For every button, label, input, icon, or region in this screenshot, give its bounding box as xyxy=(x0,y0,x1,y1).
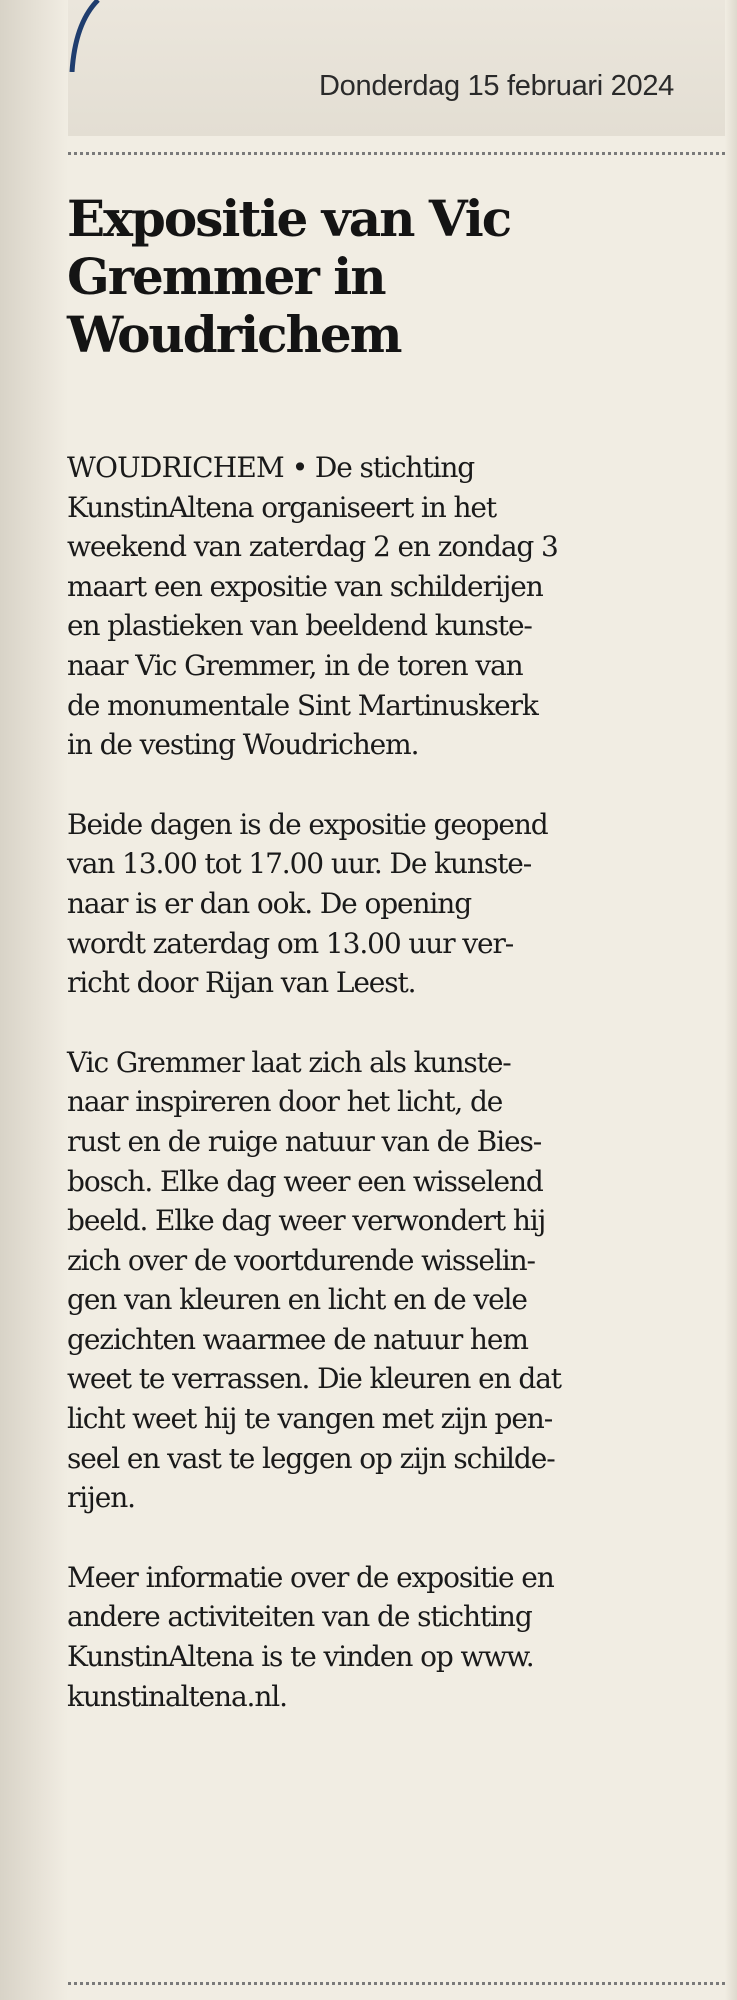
text-line: weet te verrassen. Die kleuren en dat xyxy=(67,1362,561,1396)
text-line: naar Vic Gremmer, in de toren van xyxy=(67,648,523,682)
text-line: naar is er dan ook. De opening xyxy=(67,886,472,920)
paragraph-opening-hours xyxy=(67,805,719,1003)
text-line: zich over de voortdurende wisselin- xyxy=(67,1243,535,1277)
text-line: Meer informatie over de expositie en xyxy=(67,1560,554,1594)
text-line: maart een expositie van schilderijen xyxy=(67,569,543,603)
text-line: andere activiteiten van de stichting xyxy=(67,1600,532,1634)
text-line: KunstinAltena is te vinden op www. xyxy=(67,1640,534,1674)
text-line: naar inspireren door het licht, de xyxy=(67,1085,503,1119)
header-band xyxy=(68,0,725,136)
text-line: weekend van zaterdag 2 en zondag 3 xyxy=(67,530,558,564)
paragraph-more-info xyxy=(67,1558,719,1716)
text-line: gezichten waarmee de natuur hem xyxy=(67,1322,528,1356)
text-line: in de vesting Woudrichem. xyxy=(67,728,419,762)
text-line: rust en de ruige natuur van de Bies- xyxy=(67,1124,542,1158)
text-line: van 13.00 tot 17.00 uur. De kunste- xyxy=(67,847,532,881)
text-line: richt door Rijan van Leest. xyxy=(67,966,416,1000)
title-line: Gremmer in xyxy=(67,247,385,306)
text-line: licht weet hij te vangen met zijn pen- xyxy=(67,1402,553,1436)
article-title xyxy=(67,190,707,364)
title-line: Expositie van Vic xyxy=(67,189,511,248)
text-line: bosch. Elke dag weer een wisselend xyxy=(67,1164,543,1198)
text-line: de monumentale Sint Martinuskerk xyxy=(67,688,538,722)
text-line: Beide dagen is de expositie geopend xyxy=(67,807,548,841)
paragraph-artist xyxy=(67,1043,719,1518)
top-divider xyxy=(68,152,725,155)
publication-date: Donderdag 15 februari 2024 xyxy=(319,70,674,102)
text-line: gen van kleuren en licht en de vele xyxy=(67,1283,527,1317)
text-line: kunstinaltena.nl. xyxy=(67,1679,287,1713)
dateline: WOUDRICHEM xyxy=(67,451,284,484)
page-gutter-shadow xyxy=(0,0,68,2000)
dateline-separator: • xyxy=(283,451,315,484)
bottom-divider xyxy=(68,1982,725,1985)
article-body xyxy=(67,448,719,1756)
text-line: rijen. xyxy=(67,1481,135,1515)
text-line: De stichting xyxy=(314,451,475,484)
text-line: seel en vast te leggen op zijn schilde- xyxy=(67,1441,555,1475)
corner-decoration xyxy=(68,0,108,72)
title-line: Woudrichem xyxy=(67,305,401,364)
text-line: en plastieken van beeldend kunste- xyxy=(67,609,532,643)
paragraph-intro xyxy=(67,448,719,765)
text-line: wordt zaterdag om 13.00 uur ver- xyxy=(67,926,514,960)
page-right-edge xyxy=(725,0,737,2000)
text-line: beeld. Elke dag weer verwondert hij xyxy=(67,1204,546,1238)
text-line: KunstinAltena organiseert in het xyxy=(67,490,497,524)
text-line: Vic Gremmer laat zich als kunste- xyxy=(67,1045,511,1079)
